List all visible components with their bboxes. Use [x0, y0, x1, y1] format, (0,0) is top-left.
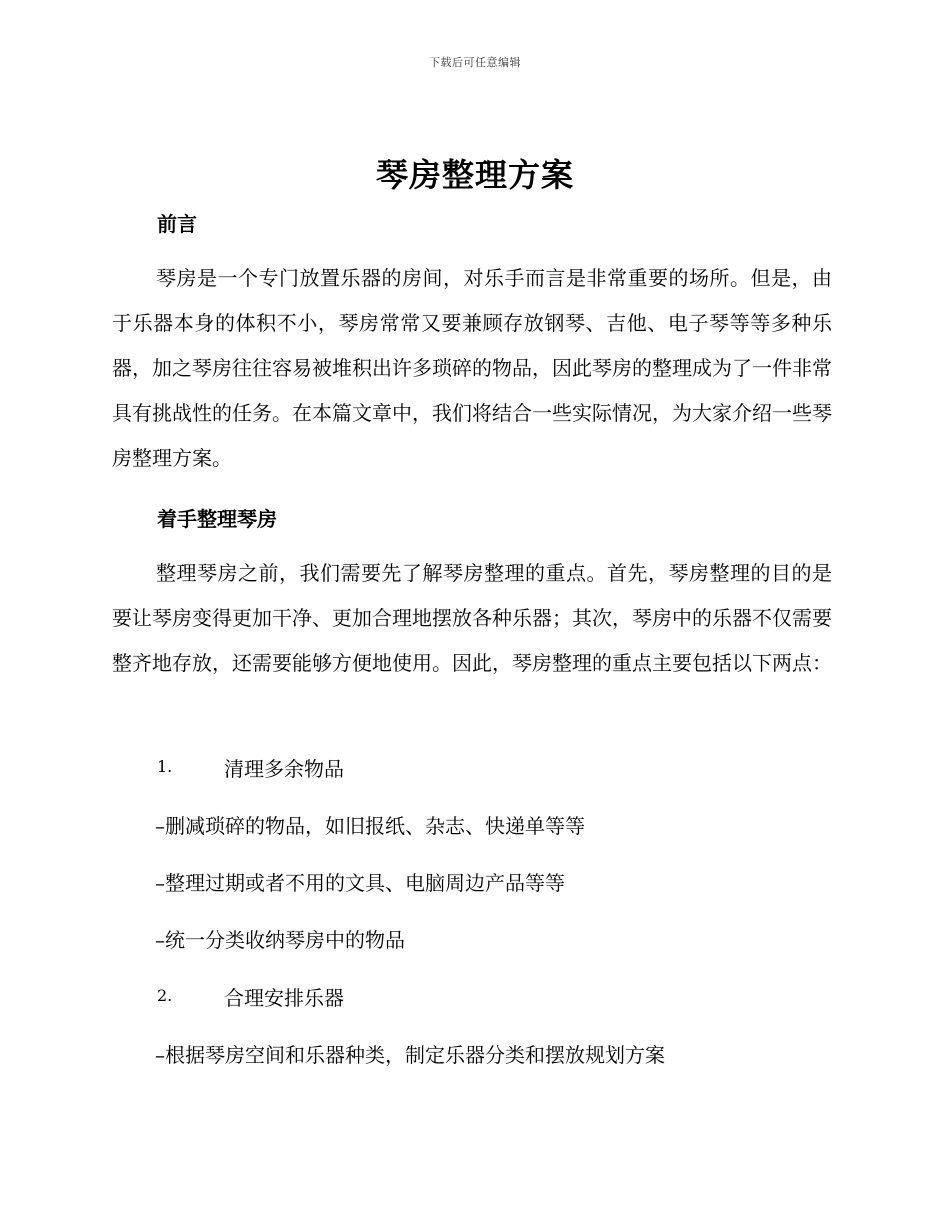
list-item: –根据琴房空间和乐器种类，制定乐器分类和摆放规划方案	[155, 1043, 665, 1067]
list-item: –整理过期或者不用的文具、电脑周边产品等等	[155, 871, 565, 895]
list-label-2: 合理安排乐器	[224, 986, 344, 1010]
header-note: 下载后可任意编辑	[429, 56, 521, 69]
section-paragraph-start: 整理琴房之前，我们需要先了解琴房整理的重点。首先，琴房整理的目的是要让琴房变得更加干净、更加合理地摆放各种乐器；其次，琴房中的乐器不仅需要整齐地存放，还需要能够方便地使用。因此，琴房整理的重点主要包括以下两点：	[112, 561, 832, 675]
list-item: –删减琐碎的物品，如旧报纸、杂志、快递单等等	[155, 814, 585, 838]
section-heading-preface: 前言	[157, 212, 197, 236]
list-number-1: 1.	[157, 757, 173, 776]
section-heading-start: 着手整理琴房	[157, 507, 277, 531]
list-item: –统一分类收纳琴房中的物品	[155, 928, 405, 952]
list-label-1: 清理多余物品	[224, 757, 344, 781]
list-number-2: 2.	[157, 986, 173, 1005]
section-paragraph-preface: 琴房是一个专门放置乐器的房间，对乐手而言是非常重要的场所。但是，由于乐器本身的体积不小，琴房常常又要兼顾存放钢琴、吉他、电子琴等等多种乐器，加之琴房往往容易被堆积出许多琐碎的物品，因此琴房的整理成为了一件非常具有挑战性的任务。在本篇文章中，我们将结合一些实际情况，为大家介绍一些琴房整理方案。	[112, 266, 832, 470]
document-title: 琴房整理方案	[375, 156, 574, 194]
